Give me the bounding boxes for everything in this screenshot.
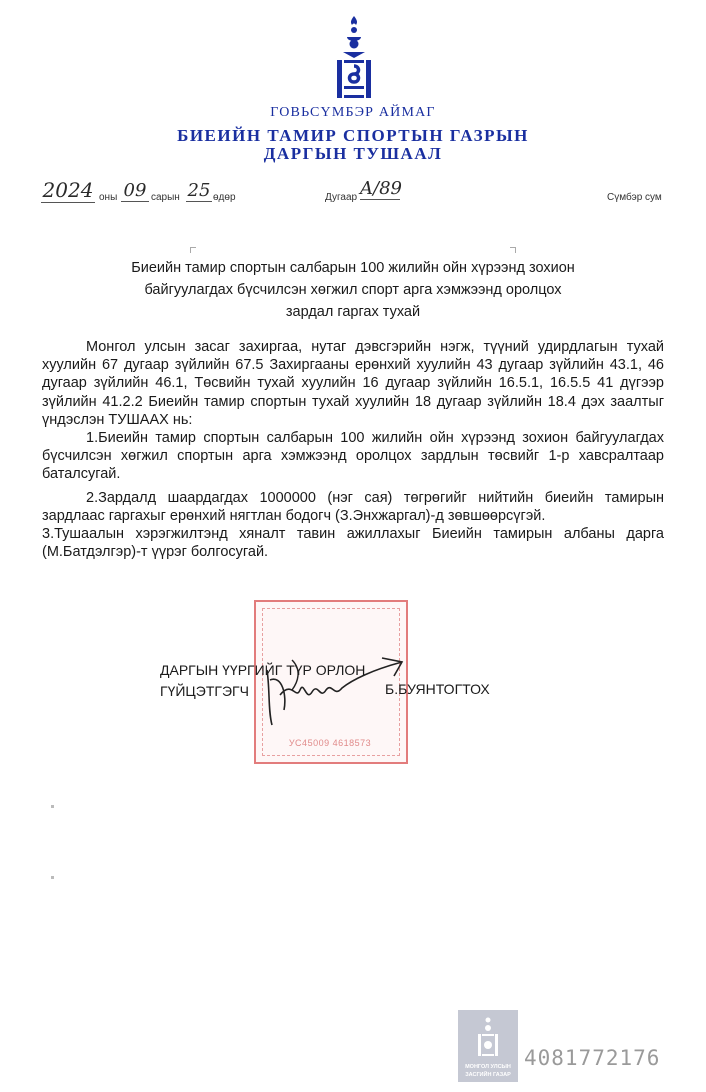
document-body [42,338,664,561]
document-title [0,257,706,323]
order-item-3: 3.Тушаалын хэрэгжилтэнд хяналт тавин ажиллахыг Биеийн тамирын албаны дарга (М.Батдэлгэр)-т үүрэг болгосугай. [42,526,664,561]
order-number: A/89 [360,178,402,199]
title-line: Биеийн тамир спортын салбарын 100 жилийн ойн хүрээнд зохион [131,260,575,276]
title-corner-right [510,247,516,253]
title-corner-left [190,247,196,253]
preamble-paragraph: Монгол улсын засаг захиргаа, нутаг дэвсгэрийн нэгж, түүний удирдлагын тухай хуулийн 67 дугаар зүйлийн 67.5 Захиргааны ерөнхий хуулийн 43 дугаар зүйлийн 43.1, 46 дугаар зүйлийн 46.1, Төсвийн тухай хуулийн 16 дугаар зүйлийн 16.5.1, 16.5.5 41 дүгээр зүйлийн 41.2.2 Биеийн тамир спортын тухай хуулийн 18 дугаар зүйлийн 18.4 дэх заалтыг үндэслэн ТУШААХ нь: [42,339,664,428]
soyombo-emblem-icon [333,16,375,102]
date-month-label: сарын [151,192,180,203]
margin-mark [51,876,54,879]
margin-mark [51,805,54,808]
signatory-name: Б.БУЯНТОГТОХ [385,681,490,697]
handwritten-signature [262,640,412,730]
order-item-1: 1.Биеийн тамир спортын салбарын 100 жилийн ойн хүрээнд зохион байгуулагдах бүсчилсэн хөгжил спортын арга хэмжээнд оролцох зардлын төсвийг 1-р хавсралтаар баталсугай. [42,430,664,483]
document-serial: 4081772176 [524,1046,661,1070]
date-day: 25 [187,180,211,201]
date-day-label: өдөр [213,192,236,203]
signatory-title-line: ДАРГЫН ҮҮРГИЙГ ТҮР ОРЛОН [160,662,366,678]
date-year: 2024 [42,178,94,202]
issue-place: Сүмбэр сум [607,192,662,203]
logo-caption: ЗАСГИЙН ГАЗАР [465,1072,511,1078]
order-item-2: 2.Зардалд шаардагдах 1000000 (нэг сая) төгрөгийг нийтийн биеийн тамирын зардлаас гаргахыг ерөнхий нягтлан бодогч (З.Энхжаргал)-д зөвшөөрсүгэй. [42,489,664,524]
date-year-label: оны [99,192,118,203]
government-logo-icon [458,1010,518,1082]
logo-caption: МОНГОЛ УЛСЫН [465,1064,511,1070]
document-type: ДАРГЫН ТУШААЛ [263,144,443,163]
stamp-serial: УС45009 4618573 [288,738,372,748]
order-number-label: Дугаар [325,192,358,203]
emblem-mini-icon [476,1016,500,1058]
title-line: зардал гаргах тухай [285,304,421,320]
signatory-title-line: ГҮЙЦЭТГЭГЧ [160,683,249,699]
title-line: байгуулагдах бүсчилсэн хөгжил спорт арга хэмжээнд оролцох [144,282,562,298]
organization-name: БИЕИЙН ТАМИР СПОРТЫН ГАЗРЫН [177,126,529,145]
date-month: 09 [121,180,149,202]
organization-region: ГОВЬСҮМБЭР АЙМАГ [270,105,436,120]
